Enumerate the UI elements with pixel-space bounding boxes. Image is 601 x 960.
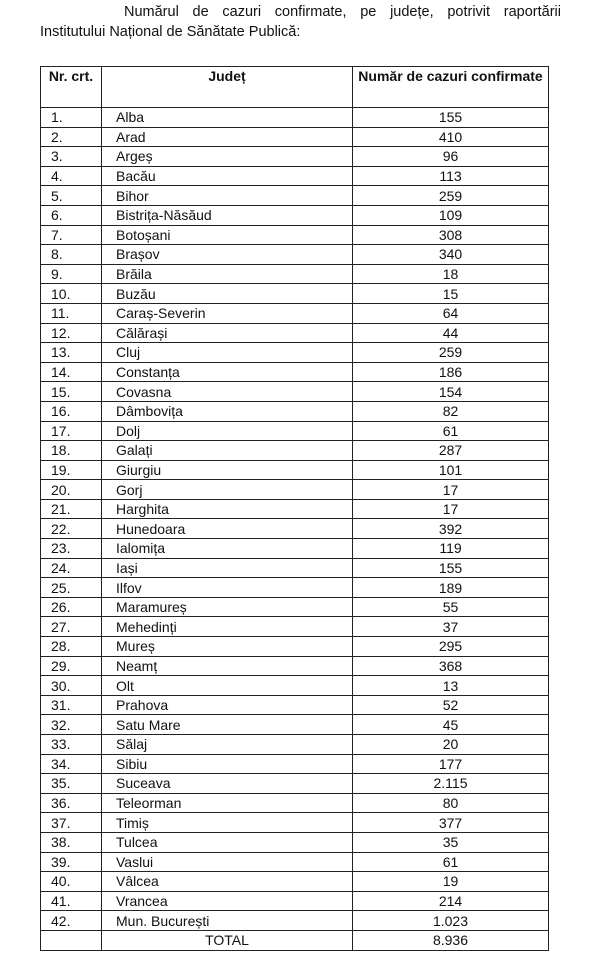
- table-row: [41, 637, 549, 657]
- table-row: [41, 186, 549, 206]
- county-name: Dolj: [102, 421, 353, 441]
- row-number: 37.: [41, 813, 102, 833]
- row-number: 40.: [41, 872, 102, 892]
- table-row: [41, 519, 549, 539]
- county-name: Buzău: [102, 284, 353, 304]
- table-row: [41, 323, 549, 343]
- row-number: 34.: [41, 754, 102, 774]
- county-name: Gorj: [102, 480, 353, 500]
- table-row: [41, 225, 549, 245]
- case-count: 45: [353, 715, 549, 735]
- table-row: [41, 401, 549, 421]
- row-number: 20.: [41, 480, 102, 500]
- case-count: 113: [353, 166, 549, 186]
- county-name: Neamț: [102, 656, 353, 676]
- case-count: 2.115: [353, 774, 549, 794]
- county-name: Vaslui: [102, 852, 353, 872]
- case-count: 287: [353, 441, 549, 461]
- case-count: 80: [353, 793, 549, 813]
- county-name: Argeș: [102, 147, 353, 167]
- table-row: [41, 205, 549, 225]
- case-count: 155: [353, 558, 549, 578]
- row-number: 6.: [41, 205, 102, 225]
- row-number: 31.: [41, 695, 102, 715]
- case-count: 61: [353, 852, 549, 872]
- table-row: [41, 343, 549, 363]
- row-number: 8.: [41, 245, 102, 265]
- case-count: 189: [353, 578, 549, 598]
- case-count: 1.023: [353, 911, 549, 931]
- case-count: 37: [353, 617, 549, 637]
- row-number: 36.: [41, 793, 102, 813]
- table-row: [41, 303, 549, 323]
- case-count: 154: [353, 382, 549, 402]
- table-row: [41, 793, 549, 813]
- county-name: Vrancea: [102, 891, 353, 911]
- header-judet: Județ: [102, 67, 353, 108]
- row-number: 33.: [41, 735, 102, 755]
- county-name: Mun. București: [102, 911, 353, 931]
- county-name: Tulcea: [102, 832, 353, 852]
- table-row: [41, 695, 549, 715]
- table-row: [41, 539, 549, 559]
- table-row: [41, 558, 549, 578]
- case-count: 64: [353, 303, 549, 323]
- row-number: 28.: [41, 637, 102, 657]
- row-number: 16.: [41, 401, 102, 421]
- row-number: 7.: [41, 225, 102, 245]
- case-count: 109: [353, 205, 549, 225]
- row-number: 41.: [41, 891, 102, 911]
- row-number: 39.: [41, 852, 102, 872]
- case-count: 19: [353, 872, 549, 892]
- table-row: [41, 499, 549, 519]
- case-count: 214: [353, 891, 549, 911]
- county-name: Sălaj: [102, 735, 353, 755]
- header-numar-cazuri: Număr de cazuri confirmate: [353, 67, 549, 108]
- total-label: TOTAL: [102, 930, 353, 950]
- row-number: 14.: [41, 362, 102, 382]
- row-number: 15.: [41, 382, 102, 402]
- table-row: [41, 911, 549, 931]
- cases-table: [40, 66, 549, 951]
- table-row: [41, 676, 549, 696]
- county-name: Constanța: [102, 362, 353, 382]
- row-number: 3.: [41, 147, 102, 167]
- row-number: 23.: [41, 539, 102, 559]
- case-count: 308: [353, 225, 549, 245]
- row-number: 5.: [41, 186, 102, 206]
- table-row: [41, 872, 549, 892]
- row-number: 35.: [41, 774, 102, 794]
- table-row: [41, 480, 549, 500]
- row-number: 18.: [41, 441, 102, 461]
- table-row: [41, 421, 549, 441]
- total-value: 8.936: [353, 930, 549, 950]
- case-count: 18: [353, 264, 549, 284]
- row-number: 21.: [41, 499, 102, 519]
- case-count: 96: [353, 147, 549, 167]
- table-row: [41, 284, 549, 304]
- row-number: 32.: [41, 715, 102, 735]
- table-row: [41, 754, 549, 774]
- county-name: Brăila: [102, 264, 353, 284]
- county-name: Călărași: [102, 323, 353, 343]
- table-header-row: [41, 67, 549, 108]
- county-name: Ilfov: [102, 578, 353, 598]
- header-nr-crt: Nr. crt.: [41, 67, 102, 108]
- table-row: [41, 460, 549, 480]
- total-empty-cell: [41, 930, 102, 950]
- row-number: 22.: [41, 519, 102, 539]
- case-count: 392: [353, 519, 549, 539]
- county-name: Mureș: [102, 637, 353, 657]
- case-count: 82: [353, 401, 549, 421]
- row-number: 1.: [41, 108, 102, 128]
- county-name: Iași: [102, 558, 353, 578]
- row-number: 2.: [41, 127, 102, 147]
- case-count: 15: [353, 284, 549, 304]
- case-count: 61: [353, 421, 549, 441]
- table-row: [41, 382, 549, 402]
- table-row: [41, 774, 549, 794]
- row-number: 19.: [41, 460, 102, 480]
- table-row: [41, 852, 549, 872]
- case-count: 368: [353, 656, 549, 676]
- case-count: 155: [353, 108, 549, 128]
- row-number: 25.: [41, 578, 102, 598]
- table-row: [41, 735, 549, 755]
- row-number: 42.: [41, 911, 102, 931]
- county-name: Bistrița-Năsăud: [102, 205, 353, 225]
- table-row: [41, 813, 549, 833]
- row-number: 4.: [41, 166, 102, 186]
- row-number: 9.: [41, 264, 102, 284]
- table-body: [41, 108, 549, 931]
- county-name: Covasna: [102, 382, 353, 402]
- row-number: 38.: [41, 832, 102, 852]
- county-name: Dâmbovița: [102, 401, 353, 421]
- table-row: [41, 108, 549, 128]
- case-count: 177: [353, 754, 549, 774]
- row-number: 10.: [41, 284, 102, 304]
- table-row: [41, 656, 549, 676]
- county-name: Satu Mare: [102, 715, 353, 735]
- county-name: Timiș: [102, 813, 353, 833]
- table-row: [41, 578, 549, 598]
- table-row: [41, 264, 549, 284]
- county-name: Maramureș: [102, 597, 353, 617]
- county-name: Vâlcea: [102, 872, 353, 892]
- table-row: [41, 597, 549, 617]
- county-name: Galați: [102, 441, 353, 461]
- county-name: Sibiu: [102, 754, 353, 774]
- table-row: [41, 617, 549, 637]
- case-count: 35: [353, 832, 549, 852]
- county-name: Bihor: [102, 186, 353, 206]
- county-name: Mehedinți: [102, 617, 353, 637]
- row-number: 24.: [41, 558, 102, 578]
- county-name: Ialomița: [102, 539, 353, 559]
- county-name: Giurgiu: [102, 460, 353, 480]
- row-number: 29.: [41, 656, 102, 676]
- table-row: [41, 715, 549, 735]
- county-name: Suceava: [102, 774, 353, 794]
- county-name: Arad: [102, 127, 353, 147]
- case-count: 17: [353, 480, 549, 500]
- table-row: [41, 832, 549, 852]
- total-row: [41, 930, 549, 950]
- county-name: Cluj: [102, 343, 353, 363]
- case-count: 340: [353, 245, 549, 265]
- case-count: 259: [353, 343, 549, 363]
- case-count: 17: [353, 499, 549, 519]
- case-count: 295: [353, 637, 549, 657]
- county-name: Hunedoara: [102, 519, 353, 539]
- table-row: [41, 441, 549, 461]
- county-name: Brașov: [102, 245, 353, 265]
- case-count: 377: [353, 813, 549, 833]
- row-number: 27.: [41, 617, 102, 637]
- case-count: 55: [353, 597, 549, 617]
- case-count: 20: [353, 735, 549, 755]
- table-row: [41, 362, 549, 382]
- table-row: [41, 245, 549, 265]
- county-name: Harghita: [102, 499, 353, 519]
- row-number: 12.: [41, 323, 102, 343]
- case-count: 44: [353, 323, 549, 343]
- row-number: 26.: [41, 597, 102, 617]
- county-name: Olt: [102, 676, 353, 696]
- case-count: 410: [353, 127, 549, 147]
- county-name: Alba: [102, 108, 353, 128]
- case-count: 13: [353, 676, 549, 696]
- case-count: 119: [353, 539, 549, 559]
- county-name: Caraș-Severin: [102, 303, 353, 323]
- row-number: 11.: [41, 303, 102, 323]
- table-row: [41, 147, 549, 167]
- case-count: 52: [353, 695, 549, 715]
- table-row: [41, 166, 549, 186]
- row-number: 17.: [41, 421, 102, 441]
- case-count: 101: [353, 460, 549, 480]
- row-number: 30.: [41, 676, 102, 696]
- row-number: 13.: [41, 343, 102, 363]
- county-name: Prahova: [102, 695, 353, 715]
- county-name: Bacău: [102, 166, 353, 186]
- case-count: 186: [353, 362, 549, 382]
- intro-text: Numărul de cazuri confirmate, pe județe, potrivit raportării Institutului Național de Sănătate Publică:: [40, 4, 561, 40]
- county-name: Botoșani: [102, 225, 353, 245]
- table-row: [41, 127, 549, 147]
- table-row: [41, 891, 549, 911]
- county-name: Teleorman: [102, 793, 353, 813]
- case-count: 259: [353, 186, 549, 206]
